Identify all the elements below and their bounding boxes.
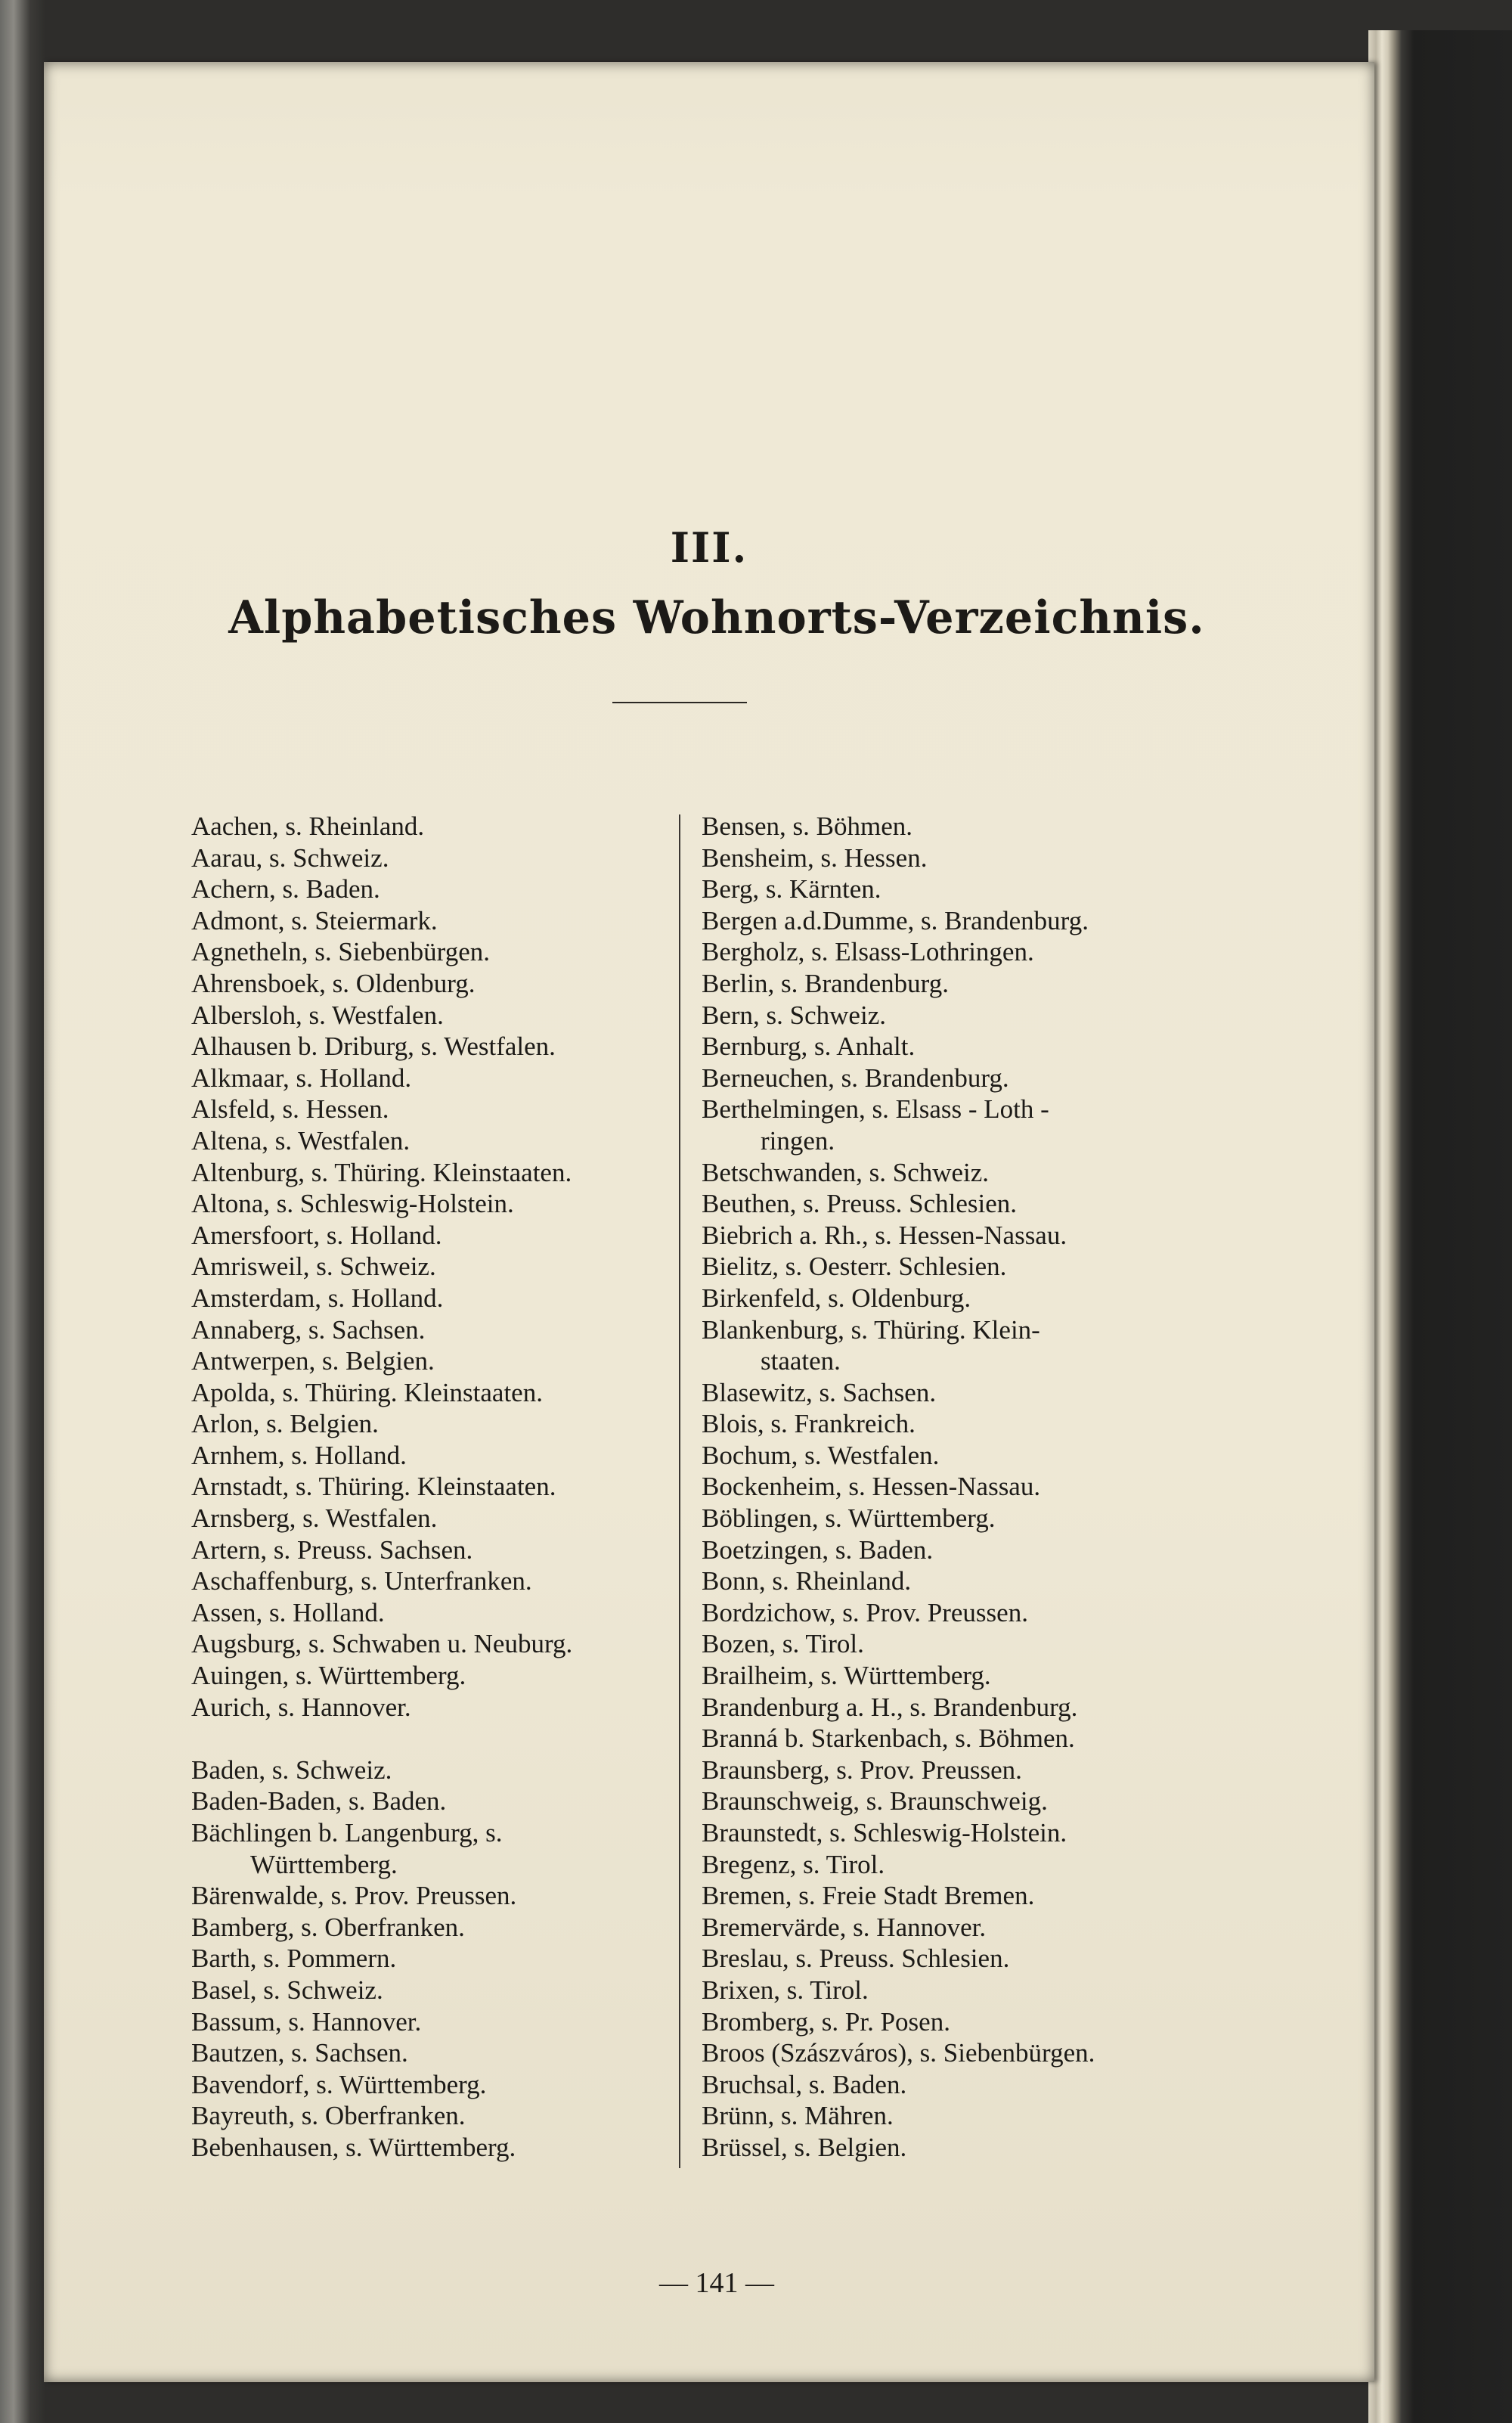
left-column: [191, 811, 664, 2164]
list-item: Berneuchen, s. Brandenburg.: [702, 1063, 1009, 1093]
list-item: Aurich, s. Hannover.: [191, 1692, 411, 1722]
list-item: Birkenfeld, s. Oldenburg.: [702, 1283, 971, 1313]
list-item: Brailheim, s. Württemberg.: [702, 1661, 991, 1691]
page-number: — 141 —: [659, 2267, 774, 2299]
list-item: Bremervärde, s. Hannover.: [702, 1912, 987, 1942]
list-item: Broos (Szászváros), s. Siebenbürgen.: [702, 2038, 1095, 2068]
list-item: Bavendorf, s. Württemberg.: [191, 2069, 487, 2099]
list-item: Bensheim, s. Hessen.: [702, 842, 928, 873]
list-item: Bordzichow, s. Prov. Preussen.: [702, 1597, 1028, 1627]
entry-line: Bächlingen b. Langenburg, s.: [191, 1818, 503, 1847]
list-item: Bregenz, s. Tirol.: [702, 1849, 885, 1879]
list-item: Arlon, s. Belgien.: [191, 1409, 379, 1439]
list-item-wrapped: [702, 1314, 1216, 1377]
list-item: Aarau, s. Schweiz.: [191, 842, 389, 873]
list-item: Braunstedt, s. Schleswig-Holstein.: [702, 1818, 1067, 1847]
list-item: Bruchsal, s. Baden.: [702, 2069, 907, 2099]
book-cover-edge: [1368, 30, 1512, 2423]
list-item: Brixen, s. Tirol.: [702, 1975, 869, 2005]
list-item: Assen, s. Holland.: [191, 1597, 385, 1627]
list-item: Ahrensboek, s. Oldenburg.: [191, 968, 476, 998]
list-item: Alkmaar, s. Holland.: [191, 1063, 412, 1093]
list-item: Amersfoort, s. Holland.: [191, 1220, 442, 1250]
entries-a: [191, 811, 664, 1723]
list-item: Barth, s. Pommern.: [191, 1944, 397, 1974]
list-item: Agnetheln, s. Siebenbürgen.: [191, 937, 490, 967]
list-item: Bernburg, s. Anhalt.: [702, 1032, 916, 1062]
list-item: Arnstadt, s. Thüring. Kleinstaaten.: [191, 1472, 556, 1502]
list-item: Amsterdam, s. Holland.: [191, 1283, 444, 1313]
list-item: Altenburg, s. Thüring. Kleinstaaten.: [191, 1157, 572, 1187]
section-number: III.: [670, 523, 748, 572]
list-item: Admont, s. Steiermark.: [191, 905, 438, 935]
list-item: Bozen, s. Tirol.: [702, 1629, 864, 1659]
list-item: Apolda, s. Thüring. Kleinstaaten.: [191, 1377, 543, 1407]
list-item: Bonn, s. Rheinland.: [702, 1566, 912, 1596]
list-item: Arnhem, s. Holland.: [191, 1440, 407, 1470]
list-item: Augsburg, s. Schwaben u. Neuburg.: [191, 1629, 573, 1659]
column-divider: [679, 814, 680, 2168]
list-item: Bergholz, s. Elsass-Lothringen.: [702, 937, 1034, 967]
list-item: Bochum, s. Westfalen.: [702, 1440, 940, 1470]
list-item: Alsfeld, s. Hessen.: [191, 1094, 389, 1125]
entry-line: Blankenburg, s. Thüring. Klein-: [702, 1314, 1040, 1345]
list-item: Achern, s. Baden.: [191, 874, 380, 904]
list-item: Biebrich a. Rh., s. Hessen-Nassau.: [702, 1220, 1067, 1250]
list-item: Artern, s. Preuss. Sachsen.: [191, 1534, 473, 1565]
list-item: Berg, s. Kärnten.: [702, 874, 881, 904]
list-item-wrapped: [702, 1094, 1216, 1156]
list-item: Blois, s. Frankreich.: [702, 1409, 916, 1439]
list-item: Bergen a.d.Dumme, s. Brandenburg.: [702, 905, 1089, 935]
list-item: Bautzen, s. Sachsen.: [191, 2038, 408, 2068]
list-item: Bebenhausen, s. Württemberg.: [191, 2132, 516, 2162]
list-item-wrapped: [191, 1817, 664, 1880]
list-item: Bassum, s. Hannover.: [191, 2006, 422, 2037]
list-item: Braunschweig, s. Braunschweig.: [702, 1786, 1048, 1816]
list-item: Altena, s. Westfalen.: [191, 1125, 411, 1156]
list-item: Berlin, s. Brandenburg.: [702, 968, 949, 998]
list-item: Aschaffenburg, s. Unterfranken.: [191, 1566, 532, 1596]
title-rule: [612, 702, 747, 703]
list-item: Auingen, s. Württemberg.: [191, 1661, 466, 1691]
list-item: Altona, s. Schleswig-Holstein.: [191, 1189, 514, 1219]
list-item: Annaberg, s. Sachsen.: [191, 1314, 426, 1345]
list-item: Bern, s. Schweiz.: [702, 1000, 886, 1030]
list-item: Alhausen b. Driburg, s. Westfalen.: [191, 1032, 556, 1062]
list-item: Böblingen, s. Württemberg.: [702, 1503, 996, 1534]
list-item: Breslau, s. Preuss. Schlesien.: [702, 1944, 1010, 1974]
list-item: Antwerpen, s. Belgien.: [191, 1346, 435, 1376]
right-column: [702, 811, 1216, 2164]
list-item: Branná b. Starkenbach, s. Böhmen.: [702, 1723, 1075, 1754]
list-item: Brüssel, s. Belgien.: [702, 2132, 907, 2162]
list-item: Aachen, s. Rheinland.: [191, 811, 425, 841]
list-item: Bremen, s. Freie Stadt Bremen.: [702, 1881, 1035, 1911]
entry-continuation: staaten.: [761, 1346, 841, 1376]
entries-b: [191, 1754, 664, 2164]
list-item: Bamberg, s. Oberfranken.: [191, 1912, 465, 1942]
list-item: Bockenheim, s. Hessen-Nassau.: [702, 1472, 1041, 1502]
list-item: Brandenburg a. H., s. Brandenburg.: [702, 1692, 1078, 1722]
list-item: Amrisweil, s. Schweiz.: [191, 1252, 436, 1282]
list-item: Braunsberg, s. Prov. Preussen.: [702, 1754, 1022, 1785]
list-item: Brünn, s. Mähren.: [702, 2101, 894, 2131]
list-item: Bayreuth, s. Oberfranken.: [191, 2101, 466, 2131]
list-item: Basel, s. Schweiz.: [191, 1975, 383, 2005]
entry-line: Berthelmingen, s. Elsass - Loth -: [702, 1094, 1049, 1125]
entry-continuation: ringen.: [761, 1125, 835, 1156]
entry-continuation: Württemberg.: [250, 1849, 398, 1879]
list-item: Baden, s. Schweiz.: [191, 1754, 392, 1785]
list-item: Boetzingen, s. Baden.: [702, 1534, 934, 1565]
list-item: Bensen, s. Böhmen.: [702, 811, 913, 841]
list-item: Blasewitz, s. Sachsen.: [702, 1377, 937, 1407]
group-spacer: [191, 1723, 664, 1754]
book-page: [44, 62, 1374, 2382]
list-item: Bielitz, s. Oesterr. Schlesien.: [702, 1252, 1007, 1282]
list-item: Albersloh, s. Westfalen.: [191, 1000, 444, 1030]
list-item: Betschwanden, s. Schweiz.: [702, 1157, 990, 1187]
page-content: [44, 62, 1374, 2382]
list-item: Bärenwalde, s. Prov. Preussen.: [191, 1881, 517, 1911]
list-item: Arnsberg, s. Westfalen.: [191, 1503, 438, 1534]
page-title: Alphabetisches Wohnorts-Verzeichnis.: [228, 591, 1205, 644]
list-item: Bromberg, s. Pr. Posen.: [702, 2006, 950, 2037]
list-item: Beuthen, s. Preuss. Schlesien.: [702, 1189, 1018, 1219]
list-item: Baden-Baden, s. Baden.: [191, 1786, 447, 1816]
